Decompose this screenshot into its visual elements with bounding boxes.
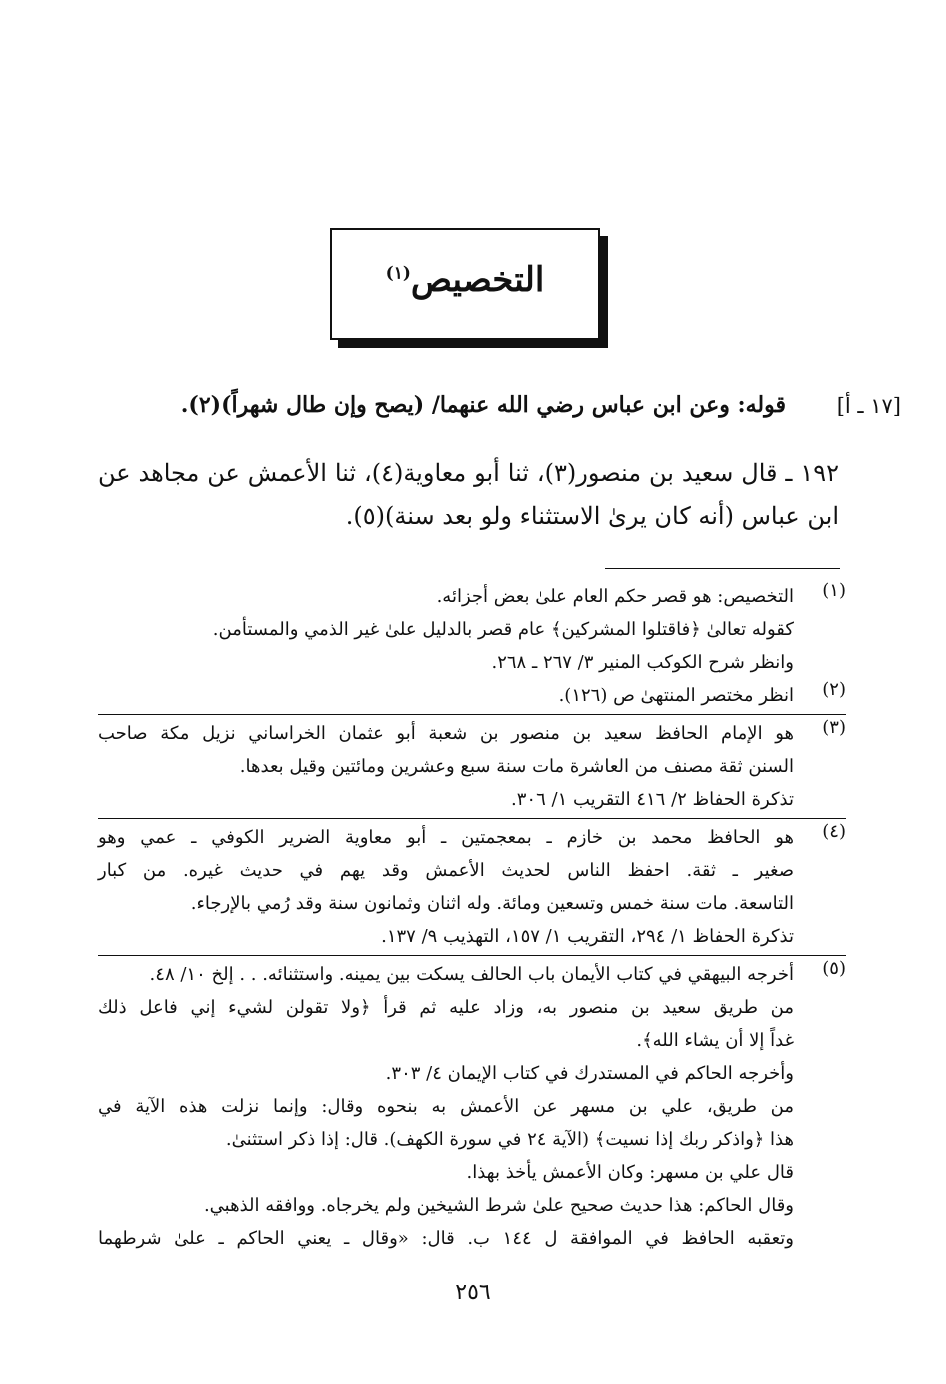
chapter-title-box <box>330 228 606 346</box>
footnote-divider <box>98 955 846 957</box>
manuscript-folio-tag: [١٧ ـ أ] <box>836 394 901 418</box>
footnote-line: وقال الحاكم: هذا حديث صحيح علىٰ شرط الشيخين ولم يخرجاه. ووافقه الذهبي. <box>203 1195 794 1216</box>
footnote-line: هو الإمام الحافظ سعيد بن منصور بن شعبة أبو عثمان الخراساني نزيل مكة صاحب <box>98 723 794 744</box>
footnote-divider <box>98 818 846 820</box>
footnote-line: وأخرجه الحاكم في المستدرك في كتاب الإيمان ٤/ ٣٠٣. <box>385 1063 794 1084</box>
footnote-number: (٥) <box>822 958 846 979</box>
footnote-line: السنن ثقة مصنف من العاشرة مات سنة سبع وعشرين ومائتين وقيل بعدها. <box>239 756 794 777</box>
footnote-line: هو الحافظ محمد بن خازم ـ بمعجمتين ـ أبو معاوية الضرير الكوفي ـ عمي وهو <box>98 827 794 848</box>
footnote-divider <box>98 714 846 716</box>
footnote-4 <box>98 821 846 953</box>
footnote-line: قال علي بن مسهر: وكان الأعمش يأخذ بهذا. <box>466 1162 794 1183</box>
footnote-line: التخصيص: هو قصر حكم العام علىٰ بعض أجزائه. <box>436 586 794 607</box>
footnote-5 <box>98 958 846 1255</box>
footnote-separator-rule <box>605 568 840 569</box>
footnote-line: تذكرة الحفاظ ٢/ ٤١٦ التقريب ١/ ٣٠٦. <box>511 789 794 810</box>
quote-text: قوله: وعن ابن عباس رضي الله عنهما/ (يصح وإن طال شهراً)(٢). <box>180 392 786 418</box>
footnote-line: انظر مختصر المنتهىٰ ص (١٢٦). <box>558 685 794 706</box>
footnote-line: وتعقبه الحافظ في الموافقة ل ١٤٤ ب. قال: «وقال ـ يعني الحاكم ـ علىٰ شرطهما <box>98 1228 795 1249</box>
footnote-line: وانظر شرح الكوكب المنير ٣/ ٢٦٧ ـ ٢٦٨. <box>491 652 794 673</box>
footnote-line: صغير ـ ثقة. احفظ الناس لحديث الأعمش وقد يهم في حديث غيره. من كبار <box>98 860 794 881</box>
chapter-title-ref: (١) <box>385 263 411 284</box>
footnote-line: تذكرة الحفاظ ١/ ٢٩٤، التقريب ١/ ١٥٧، التهذيب ٩/ ١٣٧. <box>381 926 794 947</box>
footnote-line: من طريق سعيد بن منصور به، وزاد عليه ثم قرأ ﴿ولا تقولن لشيء إني فاعل ذلك <box>98 997 794 1018</box>
footnote-line: غداً إلا أن يشاء الله﴾. <box>636 1030 794 1051</box>
footnote-line: كقوله تعالىٰ ﴿فاقتلوا المشركين﴾ عام قصر بالدليل علىٰ غير الذمي والمستأمن. <box>212 619 794 640</box>
footnote-3 <box>98 717 846 816</box>
footnote-2 <box>98 679 846 712</box>
chapter-title <box>332 260 598 300</box>
footnote-line: أخرجه البيهقي في كتاب الأيمان باب الحالف يسكت بين يمينه. واستثنائه. . . إلخ ١٠/ ٤٨. <box>149 964 794 985</box>
footnote-1 <box>98 580 846 679</box>
footnotes <box>98 580 846 1255</box>
footnote-number: (١) <box>822 580 846 601</box>
footnote-number: (٢) <box>822 679 846 700</box>
page-number: ٢٥٦ <box>455 1280 491 1305</box>
chapter-title-text: التخصيص <box>410 260 545 300</box>
footnote-number: (٣) <box>822 717 846 738</box>
footnote-line: التاسعة. مات سنة خمس وتسعين ومائة. وله اثنان وثمانون سنة وقد رُمي بالإرجاء. <box>190 893 794 914</box>
footnote-number: (٤) <box>822 821 846 842</box>
footnote-line: هذا ﴿واذكر ربك إذا نسيت﴾ (الآية ٢٤ في سورة الكهف). قال: إذا ذكر استثنىٰ. <box>225 1129 794 1150</box>
quote-line <box>150 392 901 432</box>
footnote-line: من طريق، علي بن مسهر عن الأعمش به بنحوه وقال: وإنما نزلت هذه الآية في <box>98 1096 794 1117</box>
title-box-frame <box>330 228 600 340</box>
hadith-paragraph: ١٩٢ ـ قال سعيد بن منصور(٣)، ثنا أبو معاوية(٤)، ثنا الأعمش عن مجاهد عن ابن عباس (أنه كان يرىٰ الاستثناء ولو بعد سنة)(٥). <box>98 459 840 530</box>
